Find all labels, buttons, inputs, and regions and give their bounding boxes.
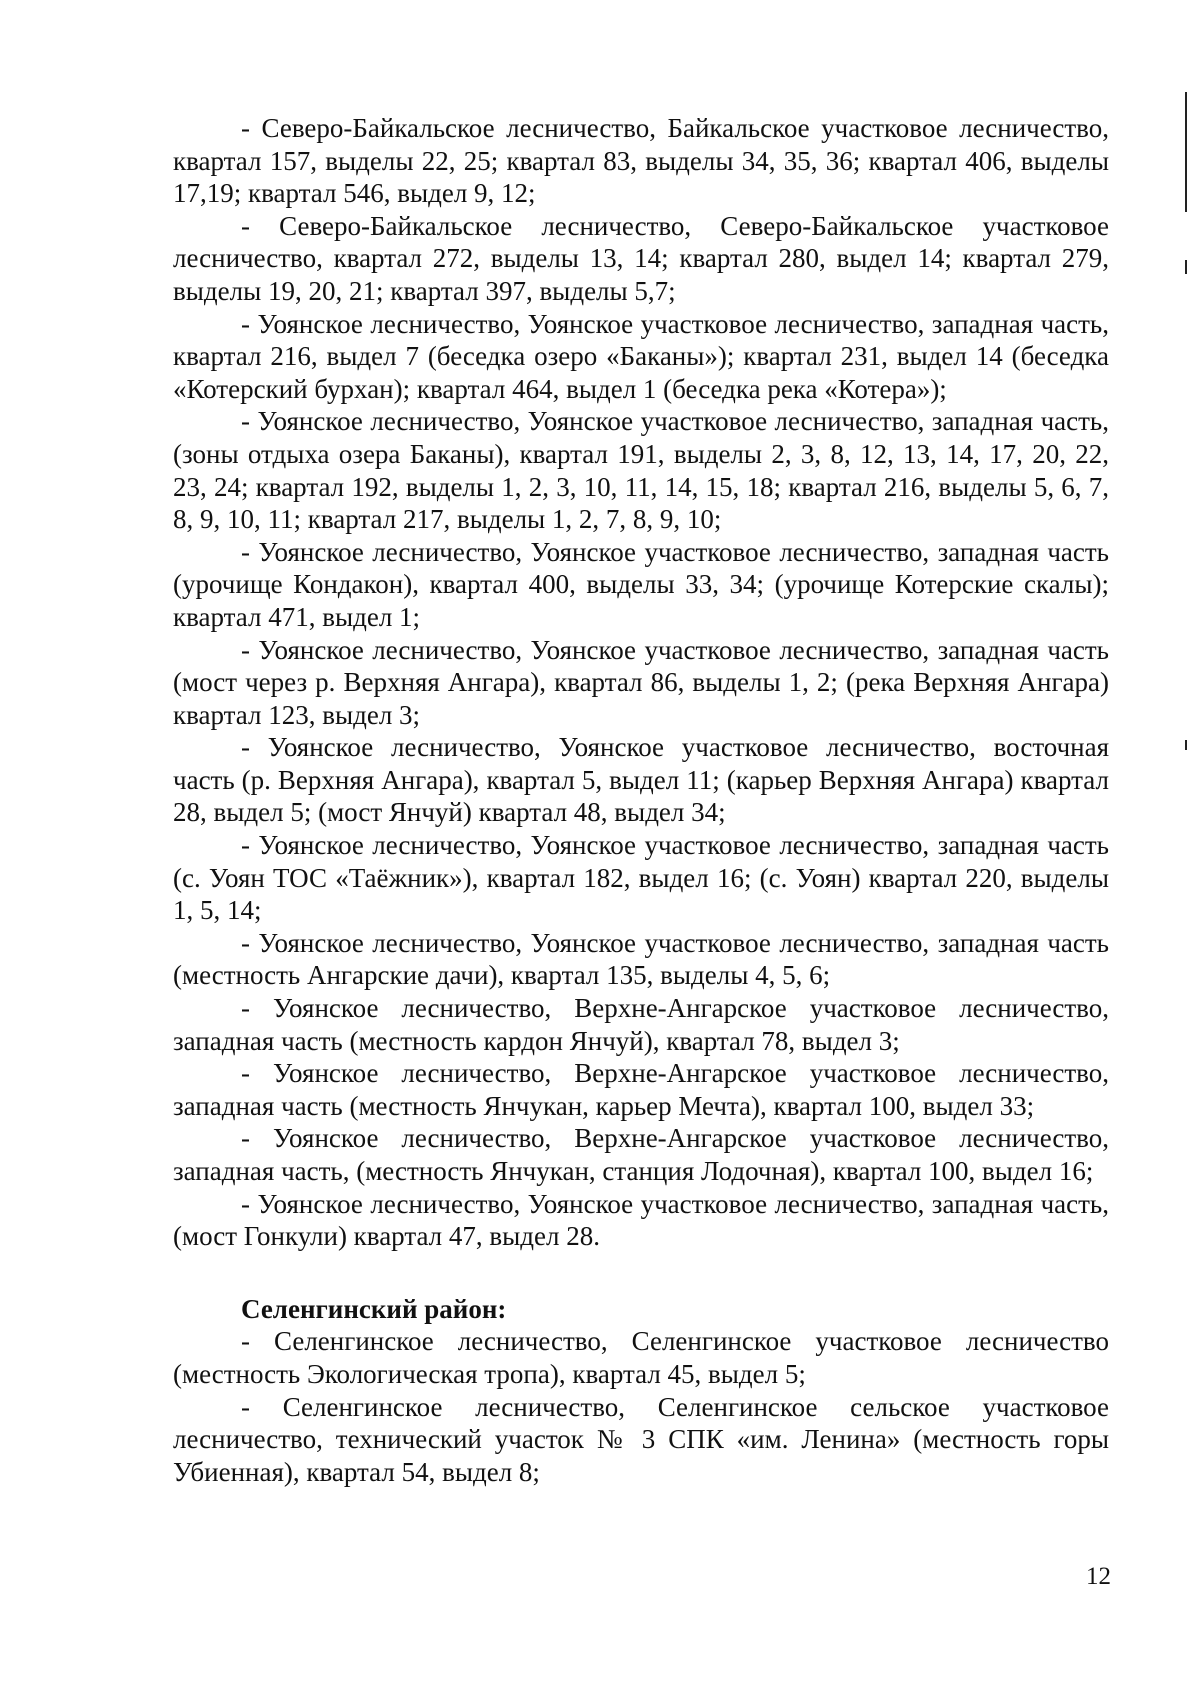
section-paragraph: - Селенгинское лесничество, Селенгинское сельское участковое лесничество, технический участок № 3 СПК «им. Ленина» (местность горы Убиенная), квартал 54, выдел 8; xyxy=(173,1391,1109,1487)
paragraph: - Уоянское лесничество, Верхне-Ангарское участковое лесничество, западная часть, (местность Янчукан, станция Лодочная), квартал 100, выдел 16; xyxy=(173,1123,1109,1186)
section-heading: Селенгинский район: xyxy=(241,1293,507,1324)
paragraph: - Северо-Байкальское лесничество, Байкальское участковое лесничество, квартал 157, выделы 22, 25; квартал 83, выделы 34, 35, 36; квартал 406, выделы 17,19; квартал 546, выдел 9, 12; xyxy=(173,113,1109,209)
paragraph: - Уоянское лесничество, Уоянское участковое лесничество, западная часть (с. Уоян ТОС «Таёжник»), квартал 182, выдел 16; (с. Уоян) квартал 220, выделы 1, 5, 14; xyxy=(173,830,1109,926)
paragraph: - Уоянское лесничество, Верхне-Ангарское участковое лесничество, западная часть (местность кардон Янчуй), квартал 78, выдел 3; xyxy=(173,993,1109,1056)
paragraph: - Северо-Байкальское лесничество, Северо-Байкальское участковое лесничество, квартал 272, выделы 13, 14; квартал 280, выдел 14; квартал 279, выделы 19, 20, 21; квартал 397, выделы 5,7; xyxy=(173,210,1109,306)
paragraph: - Уоянское лесничество, Верхне-Ангарское участковое лесничество, западная часть (местность Янчукан, карьер Мечта), квартал 100, выдел 33; xyxy=(173,1058,1109,1121)
section-paragraph: - Селенгинское лесничество, Селенгинское участковое лесничество (местность Экологическая тропа), квартал 45, выдел 5; xyxy=(173,1326,1109,1389)
paragraph: - Уоянское лесничество, Уоянское участковое лесничество, западная часть, (мост Гонкули) квартал 47, выдел 28. xyxy=(173,1188,1109,1252)
document-body xyxy=(173,112,1109,1488)
paragraph: - Уоянское лесничество, Уоянское участковое лесничество, западная часть (местность Ангарские дачи), квартал 135, выделы 4, 5, 6; xyxy=(173,927,1109,991)
paragraph: - Уоянское лесничество, Уоянское участковое лесничество, западная часть, (зоны отдыха озера Баканы), квартал 191, выделы 2, 3, 8, 12, 13, 14, 17, 20, 22, 23, 24; квартал 192, выделы 1, 2, 3, 10, 11, 14, 15, 18; квартал 216, выделы 5, 6, 7, 8, 9, 10, 11; квартал 217, выделы 1, 2, 7, 8, 9, 10; xyxy=(173,406,1109,535)
scan-edge-mark xyxy=(1185,92,1187,212)
paragraph: - Уоянское лесничество, Уоянское участковое лесничество, восточная часть (р. Верхняя Ангара), квартал 5, выдел 11; (карьер Верхняя Ангара) квартал 28, выдел 5; (мост Янчуй) квартал 48, выдел 34; xyxy=(173,732,1109,828)
paragraph: - Уоянское лесничество, Уоянское участковое лесничество, западная часть, квартал 216, выдел 7 (беседка озеро «Баканы»); квартал 231, выдел 14 (беседка «Котерский бурхан); квартал 464, выдел 1 (беседка река «Котера»); xyxy=(173,308,1109,404)
page-number: 12 xyxy=(1086,1563,1111,1590)
paragraph: - Уоянское лесничество, Уоянское участковое лесничество, западная часть (мост через р. Верхняя Ангара), квартал 86, выделы 1, 2; (река Верхняя Ангара) квартал 123, выдел 3; xyxy=(173,634,1109,730)
scan-edge-mark xyxy=(1185,260,1187,274)
scan-edge-mark xyxy=(1185,740,1187,750)
paragraph: - Уоянское лесничество, Уоянское участковое лесничество, западная часть (урочище Кондакон), квартал 400, выделы 33, 34; (урочище Котерские скалы); квартал 471, выдел 1; xyxy=(173,536,1109,632)
